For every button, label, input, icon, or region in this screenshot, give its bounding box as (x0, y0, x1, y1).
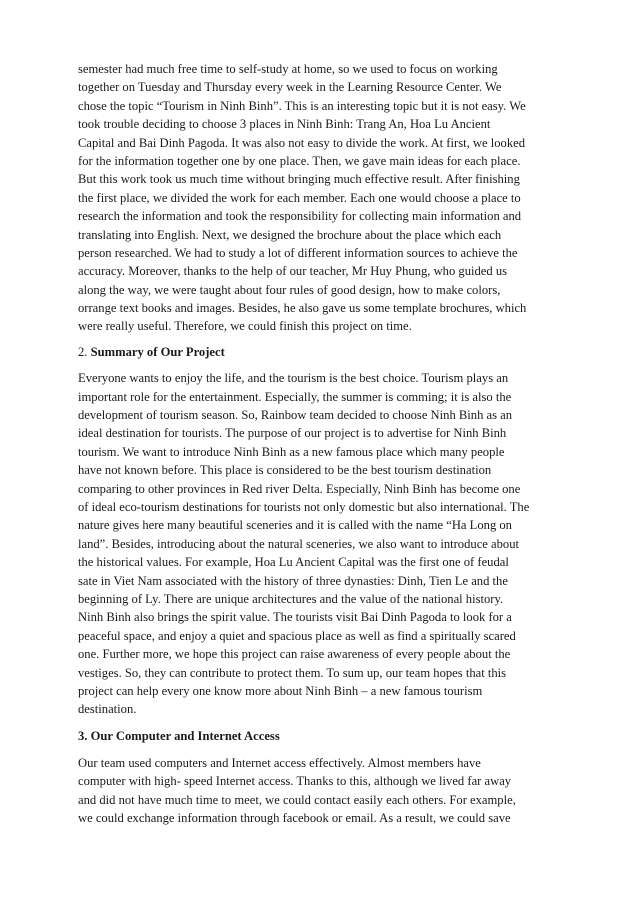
intro-paragraph (78, 60, 574, 336)
text-line: But this work took us much time without bringing much effective result. After finishing (78, 172, 520, 187)
text-line: development of tourism season. So, Rainbow team decided to choose Ninh Binh as an (78, 408, 513, 423)
text-line: person researched. We had to study a lot of different information sources to achieve the (78, 245, 518, 260)
text-line: beginning of Ly. There are unique architectures and the value of the national history. (78, 591, 504, 606)
text-line: project can help every one know more about Ninh Binh – a new famous tourism (78, 683, 483, 698)
section-3-heading: 3. Our Computer and Internet Access (78, 728, 280, 743)
text-line: computer with high- speed Internet access. Thanks to this, although we lived far away (78, 774, 512, 789)
text-line: for the information together one by one place. Then, we gave main ideas for each place. (78, 153, 521, 168)
text-line: together on Tuesday and Thursday every week in the Learning Resource Center. We (78, 80, 502, 95)
text-line: nature gives here many beautiful sceneries and it is called with the name “Ha Long on (78, 518, 512, 533)
text-line: of ideal eco-tourism destinations for tourists not only domestic but also international. The (78, 499, 530, 514)
text-line: sate in Viet Nam associated with the history of three dynasties: Dinh, Tien Le and the (78, 573, 508, 588)
computer-access-paragraph (78, 754, 574, 828)
text-line: Capital and Bai Dinh Pagoda. It was also not easy to divide the work. At first, we looked (78, 135, 525, 150)
text-line: ideal destination for tourists. The purpose of our project is to advertise for Ninh Binh (78, 426, 507, 441)
text-line: the historical values. For example, Hoa Lu Ancient Capital was the first one of feudal (78, 555, 509, 570)
text-line: comparing to other provinces in Red river Delta. Especially, Ninh Binh has become one (78, 481, 521, 496)
text-line: and did not have much time to meet, we could contact easily each others. For example, (78, 792, 516, 807)
text-line: the first place, we divided the work for each member. Each one would choose a place to (78, 190, 521, 205)
text-line: destination. (78, 702, 137, 717)
section-2-title: Summary of Our Project (90, 344, 225, 359)
text-line: semester had much free time to self-study at home, so we used to focus on working (78, 62, 498, 76)
text-line: have not known before. This place is considered to be the best tourism destination (78, 463, 492, 478)
summary-paragraph (78, 369, 574, 718)
text-line: peaceful space, and enjoy a quiet and spacious place as well as find a spiritually scared (78, 628, 516, 643)
text-line: accuracy. Moreover, thanks to the help of our teacher, Mr Huy Phung, who guided us (78, 264, 508, 279)
text-line: important role for the entertainment. Especially, the summer is comming; it is also the (78, 389, 512, 404)
text-line: Ninh Binh also brings the spirit value. The tourists visit Bai Dinh Pagoda to look for a (78, 610, 512, 625)
text-line: we could exchange information through facebook or email. As a result, we could save (78, 811, 511, 826)
text-line: one. Further more, we hope this project can raise awareness of every people about the (78, 647, 511, 662)
text-line: Our team used computers and Internet access effectively. Almost members have (78, 756, 481, 771)
text-line: were really useful. Therefore, we could finish this project on time. (78, 319, 412, 334)
text-line: took trouble deciding to choose 3 places in Ninh Binh: Trang An, Hoa Lu Ancient (78, 117, 491, 132)
section-2-number: 2. (78, 344, 88, 359)
text-line: orrange text books and images. Besides, he also gave us some template brochures, which (78, 301, 527, 316)
text-line: Everyone wants to enjoy the life, and the tourism is the best choice. Tourism plays an (78, 371, 509, 386)
document-body (78, 60, 574, 828)
text-line: tourism. We want to introduce Ninh Binh as a new famous place which many people (78, 444, 505, 459)
section-2-heading (78, 343, 574, 361)
text-line: translating into English. Next, we designed the brochure about the place which each (78, 227, 502, 242)
text-line: chose the topic “Tourism in Ninh Binh”. This is an interesting topic but it is not easy. We (78, 98, 526, 113)
text-line: research the information and took the responsibility for collecting main information and (78, 209, 522, 224)
text-line: along the way, we were taught about four rules of good design, how to make colors, (78, 282, 501, 297)
text-line: land”. Besides, introducing about the natural sceneries, we also want to introduce about (78, 536, 520, 551)
text-line: vestiges. So, they can contribute to protect them. To sum up, our team hopes that this (78, 665, 507, 680)
